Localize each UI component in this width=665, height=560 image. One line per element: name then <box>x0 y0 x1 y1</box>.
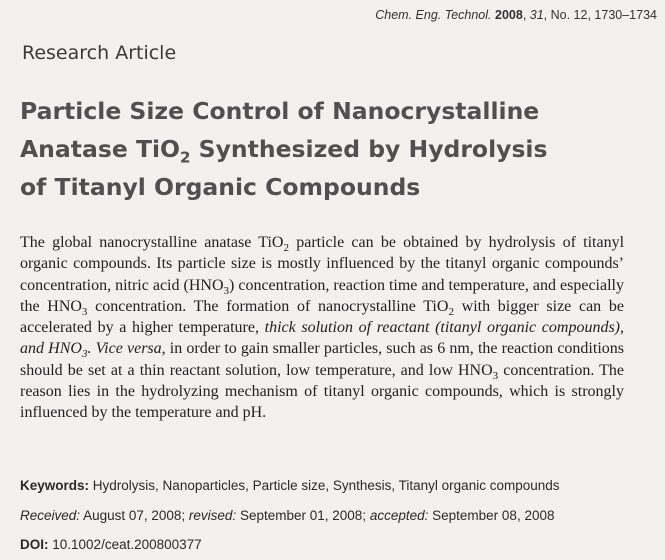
revised-date: September 01, 2008; <box>239 508 367 523</box>
journal-issue: No. 12 <box>550 8 588 22</box>
abstract-part: particle can be obtained by hydrolysis of titanyl organic compounds. Its particle size is mostly influenced by the titanyl organic compounds’ concentration, nitric acid (HNO <box>20 234 625 294</box>
title-line-1: Particle Size Control of Nanocrystalline <box>20 97 540 125</box>
accepted-label: accepted: <box>369 508 429 523</box>
doi <box>20 537 202 552</box>
subscript: 3 <box>492 369 499 382</box>
abstract-part: with bigger size can be accelerated by a higher temperature, <box>20 297 624 337</box>
abstract-part: in order to gain smaller particles, such as 6 nm, the reaction conditions should be set at a thin reactant solution, low temperature, and low HNO <box>20 340 624 379</box>
subscript: 3 <box>223 284 229 297</box>
accepted-date: September 08, 2008 <box>432 508 555 523</box>
subscript: 2 <box>448 306 454 319</box>
received-date: August 07, 2008; <box>83 508 186 523</box>
abstract-part: concentration. The reason lies in the hydrolyzing mechanism of titanyl organic compounds, which is strongly influenced by the temperature and pH. <box>20 361 625 422</box>
abstract-part: The global nanocrystalline anatase TiO <box>20 234 284 251</box>
section-label: Research Article <box>22 42 177 64</box>
journal-year: 2008 <box>495 8 523 22</box>
revised-label: revised: <box>188 508 237 523</box>
keywords-label: Keywords: <box>20 478 90 493</box>
article-dates <box>20 508 554 523</box>
abstract-part: concentration. The formation of nanocrystalline TiO <box>87 297 449 315</box>
journal-name: Chem. Eng. Technol. <box>375 8 492 22</box>
article-title <box>20 92 650 206</box>
title-subscript: 2 <box>180 148 191 167</box>
received-label: Received: <box>20 508 81 523</box>
title-line-3: of Titanyl Organic Compounds <box>20 173 421 201</box>
journal-volume: 31 <box>529 8 544 22</box>
abstract-italic: thick solution of reactant (titanyl organic compounds), and HNO <box>20 319 625 358</box>
doi-value: 10.1002/ceat.200800377 <box>52 537 202 552</box>
subscript: 3 <box>81 348 88 361</box>
keywords <box>20 478 560 493</box>
abstract-part: ) concentration, reaction time and temperature, and especially the HNO <box>20 276 624 315</box>
journal-pages: 1730–1734 <box>594 8 657 22</box>
title-line-2a: Anatase TiO <box>20 135 181 163</box>
journal-reference: Chem. Eng. Technol. 2008, 31, No. 12, 1730–1734 <box>375 8 657 22</box>
abstract-italic: . Vice versa, <box>87 340 166 358</box>
subscript: 2 <box>283 242 289 255</box>
doi-label: DOI: <box>20 537 49 552</box>
subscript: 3 <box>81 306 88 319</box>
title-line-2b: Synthesized by Hydrolysis <box>190 135 548 163</box>
keywords-text: Hydrolysis, Nanoparticles, Particle size, Synthesis, Titanyl organic compounds <box>92 478 560 493</box>
abstract <box>20 232 624 424</box>
